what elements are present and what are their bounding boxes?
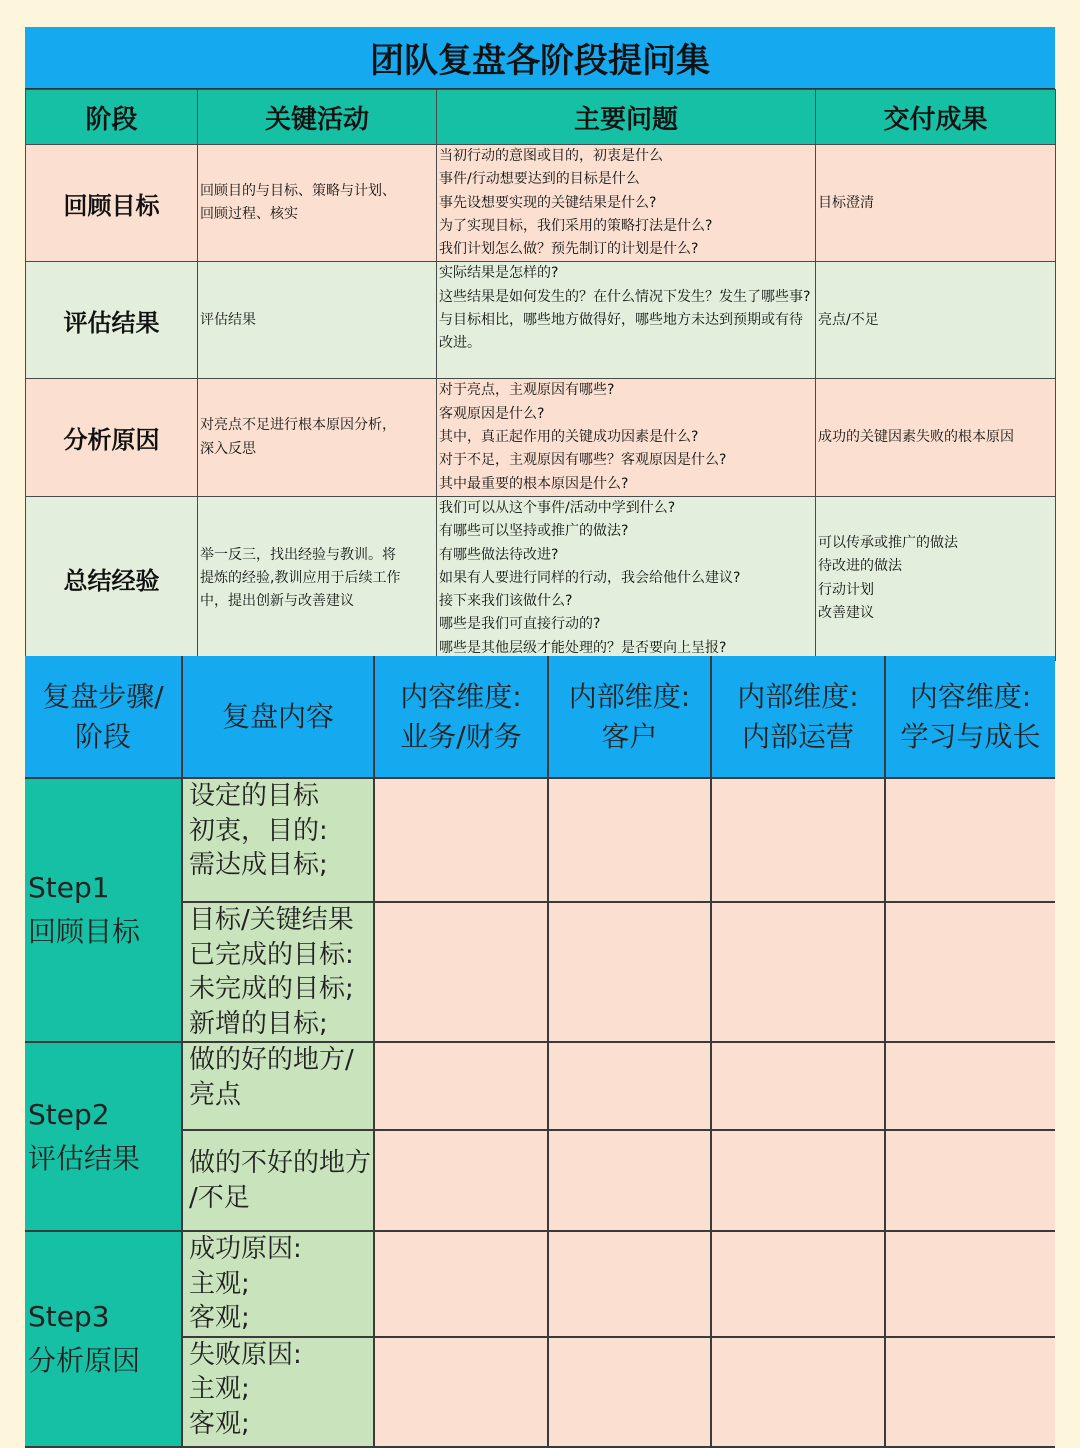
question-line: 当初行动的意图或目的，初衷是什么 bbox=[439, 148, 663, 164]
table-row bbox=[25, 778, 1055, 902]
header-business-finance: 内容维度: 业务/财务 bbox=[374, 656, 548, 778]
input-cell[interactable] bbox=[374, 902, 548, 1042]
activity-cell bbox=[198, 145, 437, 262]
deliverable-line: 行动计划 bbox=[818, 581, 874, 598]
header-deliverable: 交付成果 bbox=[816, 90, 1056, 145]
header-content: 复盘内容 bbox=[182, 656, 374, 778]
table-header-row bbox=[26, 90, 1056, 145]
review-content-cell: 目标/关键结果 已完成的目标: 未完成的目标; 新增的目标; bbox=[182, 902, 374, 1042]
table-row bbox=[26, 379, 1056, 496]
question-line: 对于亮点，主观原因有哪些? bbox=[439, 382, 615, 399]
question-line: 事先设想要实现的关键结果是什么? bbox=[439, 194, 657, 211]
input-cell[interactable] bbox=[711, 1042, 885, 1130]
input-cell[interactable] bbox=[711, 778, 885, 902]
header-stage: 阶段 bbox=[26, 90, 198, 145]
header-step: 复盘步骤/ 阶段 bbox=[25, 656, 182, 778]
deliverable-line: 目标澄清 bbox=[818, 194, 874, 211]
page-title: 团队复盘各阶段提问集 bbox=[25, 27, 1055, 89]
input-cell[interactable] bbox=[885, 778, 1055, 902]
question-line: 事件/行动想要达到的目标是什么 bbox=[439, 171, 640, 188]
deliverable-line: 亮点/不足 bbox=[818, 311, 879, 328]
activity-line: 评估结果 bbox=[200, 311, 256, 328]
activity-line: 中，提出创新与改善建议 bbox=[200, 593, 354, 610]
input-cell[interactable] bbox=[374, 1042, 548, 1130]
review-dimension-table bbox=[25, 656, 1055, 1448]
input-cell[interactable] bbox=[885, 1130, 1055, 1231]
table-header-row bbox=[25, 656, 1055, 778]
input-cell[interactable] bbox=[374, 778, 548, 902]
stage-cell: 总结经验 bbox=[26, 496, 198, 660]
input-cell[interactable] bbox=[885, 1042, 1055, 1130]
header-activity: 关键活动 bbox=[198, 90, 437, 145]
input-cell[interactable] bbox=[711, 1130, 885, 1231]
activity-line: 深入反思 bbox=[200, 440, 256, 457]
step-label-cell: Step3 分析原因 bbox=[25, 1231, 182, 1447]
header-internal-ops: 内部维度: 内部运营 bbox=[711, 656, 885, 778]
input-cell[interactable] bbox=[548, 1042, 711, 1130]
deliverable-line: 待改进的做法 bbox=[818, 558, 902, 575]
stage-cell: 分析原因 bbox=[26, 379, 198, 496]
stage-cell: 评估结果 bbox=[26, 262, 198, 379]
table-row bbox=[25, 1042, 1055, 1130]
activity-line: 对亮点不足进行根本原因分析， bbox=[200, 417, 396, 434]
header-questions: 主要问题 bbox=[437, 90, 816, 145]
review-content-cell: 做的不好的地方 /不足 bbox=[182, 1130, 374, 1231]
question-line: 我们计划怎么做？预先制订的计划是什么? bbox=[439, 241, 699, 258]
deliverable-cell bbox=[816, 262, 1056, 379]
question-line: 其中最重要的根本原因是什么? bbox=[439, 475, 629, 492]
review-content-cell: 设定的目标 初衷，目的: 需达成目标; bbox=[182, 778, 374, 902]
input-cell[interactable] bbox=[548, 1337, 711, 1447]
input-cell[interactable] bbox=[885, 1231, 1055, 1337]
input-cell[interactable] bbox=[711, 1337, 885, 1447]
review-content-cell: 失败原因: 主观; 客观; bbox=[182, 1337, 374, 1447]
input-cell[interactable] bbox=[548, 1231, 711, 1337]
question-line: 哪些是我们可直接行动的? bbox=[439, 616, 601, 633]
table-row bbox=[25, 1231, 1055, 1337]
question-line: 与目标相比，哪些地方做得好，哪些地方未达到预期或有待改进。 bbox=[439, 312, 803, 352]
review-content-cell: 做的好的地方/ 亮点 bbox=[182, 1042, 374, 1130]
input-cell[interactable] bbox=[885, 902, 1055, 1042]
table-row bbox=[26, 262, 1056, 379]
question-line: 为了实现目标，我们采用的策略打法是什么? bbox=[439, 217, 713, 234]
input-cell[interactable] bbox=[711, 902, 885, 1042]
deliverable-cell bbox=[816, 496, 1056, 660]
activity-line: 回顾过程、核实 bbox=[200, 206, 298, 223]
question-line: 其中，真正起作用的关键成功因素是什么? bbox=[439, 429, 699, 446]
stage-cell: 回顾目标 bbox=[26, 145, 198, 262]
input-cell[interactable] bbox=[711, 1231, 885, 1337]
question-line: 有哪些可以坚持或推广的做法? bbox=[439, 523, 629, 540]
deliverable-line: 改善建议 bbox=[818, 604, 874, 621]
input-cell[interactable] bbox=[548, 1130, 711, 1231]
input-cell[interactable] bbox=[548, 902, 711, 1042]
activity-line: 提炼的经验,教训应用于后续工作 bbox=[200, 569, 401, 586]
table-row bbox=[26, 496, 1056, 660]
activity-line: 回顾目的与目标、策略与计划、 bbox=[200, 182, 396, 199]
question-line: 实际结果是怎样的? bbox=[439, 265, 559, 282]
deliverable-cell bbox=[816, 145, 1056, 262]
question-line: 哪些是其他层级才能处理的？是否要向上呈报? bbox=[439, 639, 727, 656]
deliverable-cell bbox=[816, 379, 1056, 496]
table-row bbox=[26, 145, 1056, 262]
question-line: 对于不足，主观原因有哪些？客观原因是什么? bbox=[439, 452, 727, 469]
activity-cell bbox=[198, 262, 437, 379]
question-line: 这些结果是如何发生的？在什么情况下发生？发生了哪些事? bbox=[439, 288, 811, 305]
questions-cell bbox=[437, 379, 816, 496]
input-cell[interactable] bbox=[374, 1231, 548, 1337]
question-line: 接下来我们该做什么? bbox=[439, 593, 573, 610]
step-label-cell: Step1 回顾目标 bbox=[25, 778, 182, 1042]
input-cell[interactable] bbox=[374, 1130, 548, 1231]
question-line: 如果有人要进行同样的行动，我会给他什么建议? bbox=[439, 569, 741, 586]
input-cell[interactable] bbox=[548, 778, 711, 902]
question-line: 我们可以从这个事件/活动中学到什么? bbox=[439, 499, 676, 516]
questions-cell bbox=[437, 145, 816, 262]
question-line: 客观原因是什么? bbox=[439, 405, 545, 422]
step-label-cell: Step2 评估结果 bbox=[25, 1042, 182, 1231]
stage-question-table bbox=[25, 89, 1056, 661]
input-cell[interactable] bbox=[885, 1337, 1055, 1447]
header-customer: 内部维度: 客户 bbox=[548, 656, 711, 778]
header-learning-growth: 内容维度: 学习与成长 bbox=[885, 656, 1055, 778]
review-content-cell: 成功原因: 主观; 客观; bbox=[182, 1231, 374, 1337]
activity-cell bbox=[198, 379, 437, 496]
input-cell[interactable] bbox=[374, 1337, 548, 1447]
questions-cell bbox=[437, 262, 816, 379]
activity-line: 举一反三，找出经验与教训。将 bbox=[200, 546, 396, 563]
deliverable-line: 成功的关键因素失败的根本原因 bbox=[818, 429, 1014, 446]
question-line: 有哪些做法待改进? bbox=[439, 546, 559, 563]
review-sheet bbox=[25, 27, 1055, 1439]
deliverable-line: 可以传承或推广的做法 bbox=[818, 534, 958, 551]
activity-cell bbox=[198, 496, 437, 660]
questions-cell bbox=[437, 496, 816, 660]
